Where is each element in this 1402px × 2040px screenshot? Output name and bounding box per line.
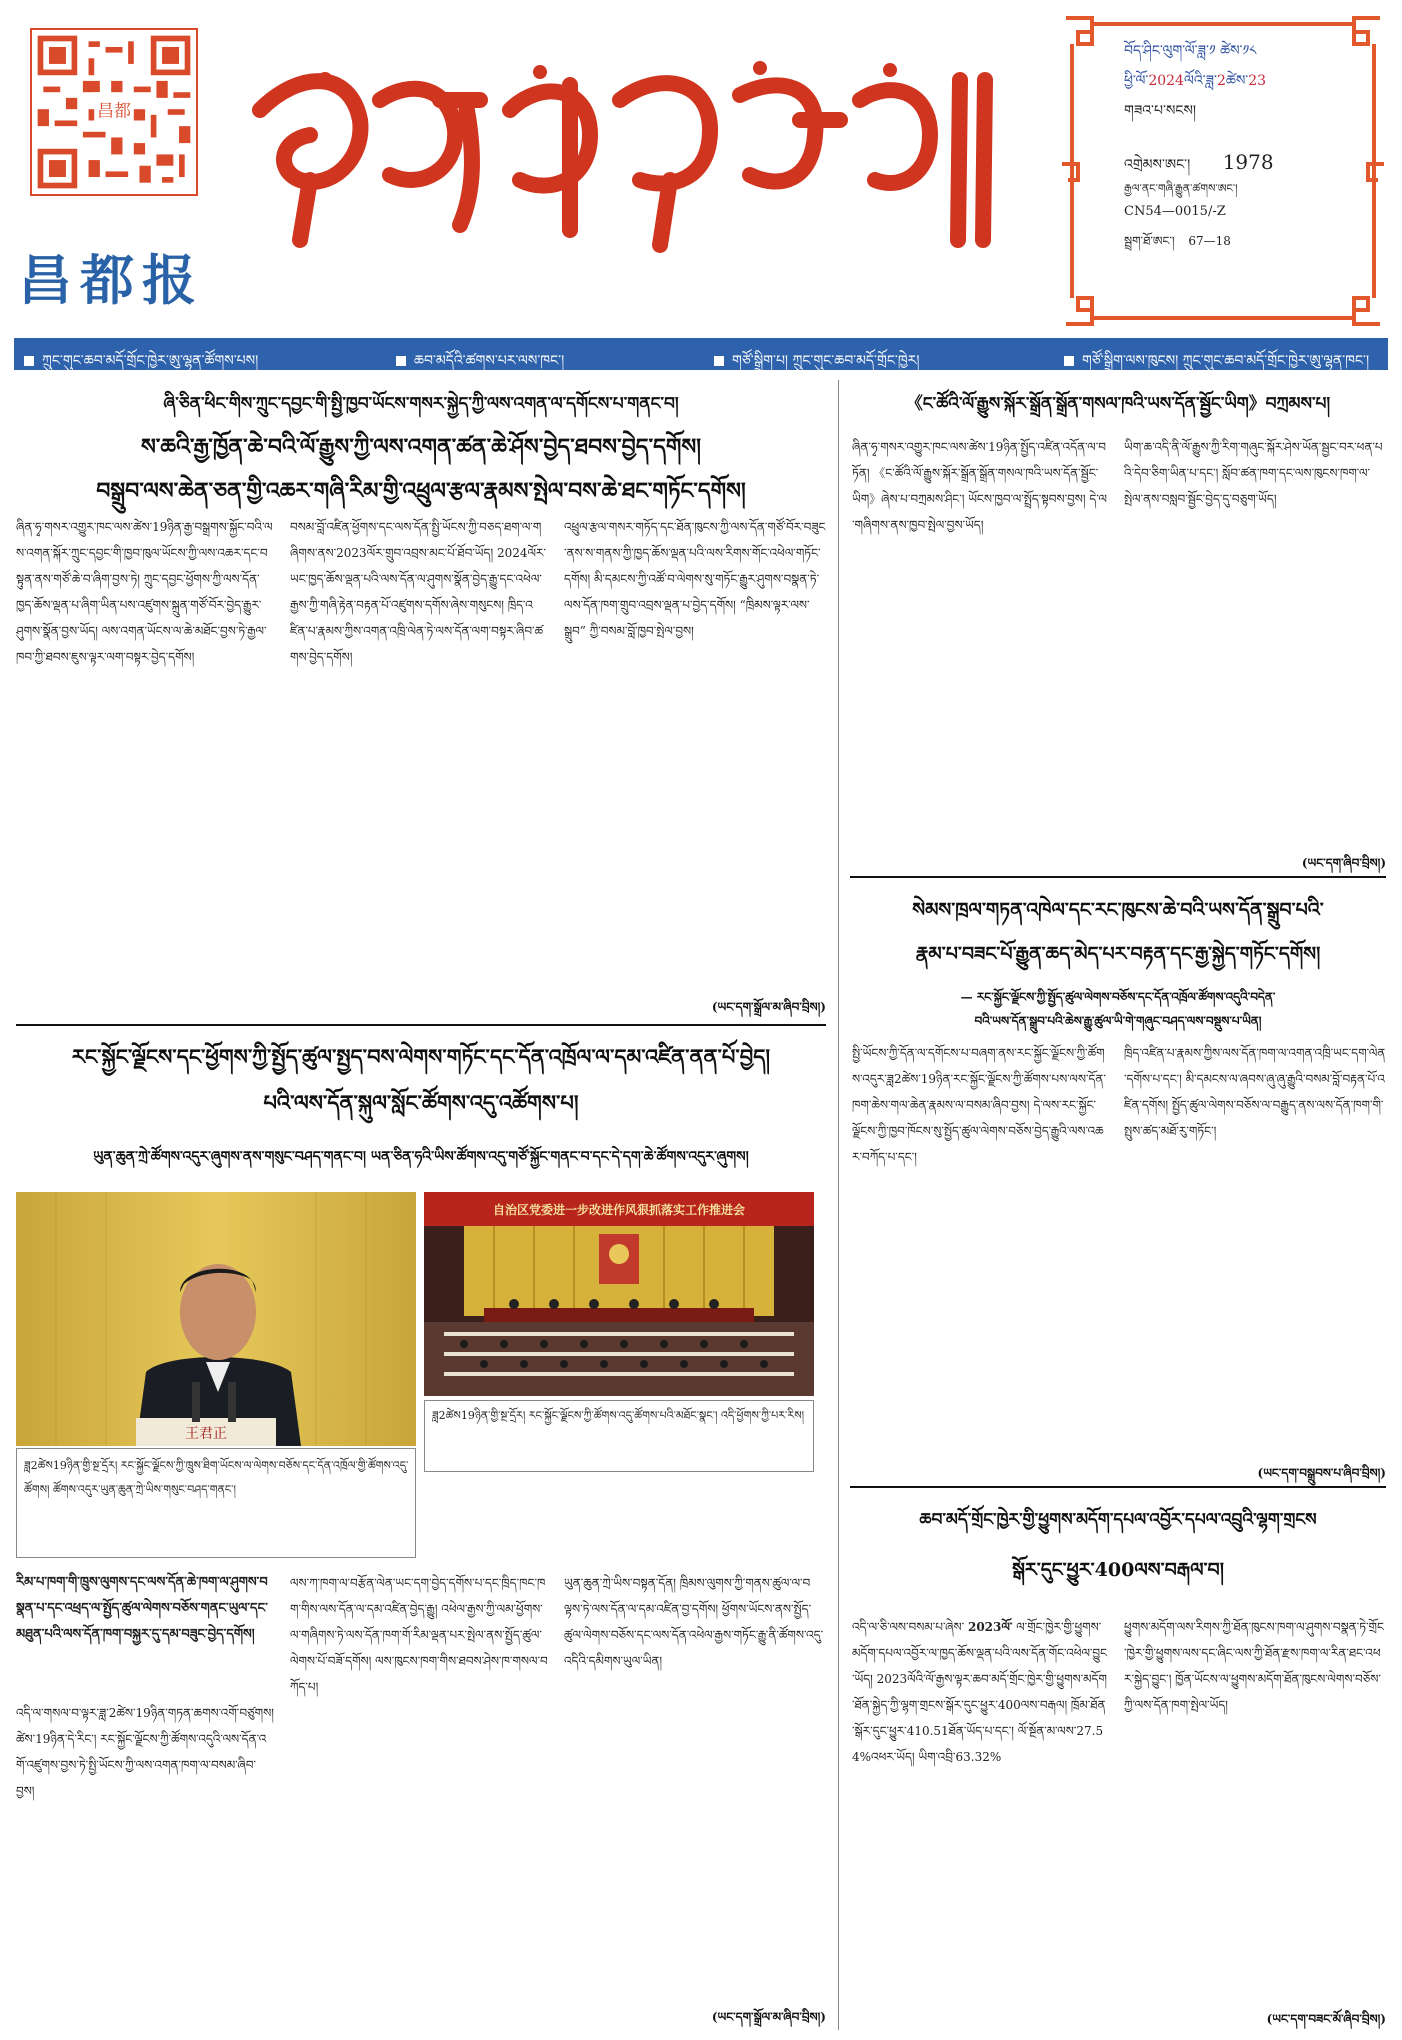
publisher-label-3: གཙོ་སྒྲིག་པ། ཀྲུང་གུང་ཆབ་མདོ་གྲོང་ཁྱེར། (732, 353, 920, 369)
cn-number: CN54—0015/-Z (1124, 204, 1226, 219)
date-prefix: ཕྱི་ལོ་ (1124, 73, 1149, 89)
right-rule-2 (850, 1486, 1386, 1488)
right3-column-1 (852, 1614, 1108, 2026)
lead-column-2: བསམ་བློ་འཛིན་ཕྱོགས་དང་ལས་དོན་སྤྱི་ཡོངས་ཀྱི་བཅད་ཐག་ལ་གཞིགས་ནས་2023ལོར་གྲུབ་འབྲས་མང་པོ་ཐོབ་ཡོད། 2024ལོར་ཡང་ཁྱད་ཆོས་ལྡན་པའི་ལས་དོན་ལ་ཤུགས་སྣོན་བྱེད་རྒྱུ་དང་འཕེལ་རྒྱས་ཀྱི་གཞི་རྟེན་བརྟན་པོ་འཛུགས་དགོས་ཞེས་གསུངས། ཁྲིད་འཛིན་པ་རྣམས་ཀྱིས་འགན་འཁྲི་ལེན་ཏེ་ལས་དོན་ལག་བསྟར་ཞིབ་ཚགས་བྱེད་དགོས། (290, 520, 546, 664)
publisher-label-2: ཆབ་མདོའི་ཚགས་པར་ལས་ཁང་། (414, 353, 565, 369)
date-info-box (1062, 14, 1384, 328)
square-bullet-icon (396, 356, 406, 366)
post-label: སྦྲག་ཐོ་ཨང་། (1124, 234, 1175, 248)
article2-title-line-1: རང་སྐྱོང་ལྗོངས་དང་ཕྱོགས་ཀྱི་སྤྱོད་ཚུལ་སྤྱད་བས་ལེགས་གཏོང་དང་དོན་འཁྲོལ་ལ་དམ་འཛིན་ནན་པོ་བྱེད། (71, 1044, 771, 1069)
lead-column-1: ཞིན་ཧྭ་གསར་འགྱུར་ཁང་ལས་ཚེས་19ཉིན་རྒྱ་བསྒྲགས་སྐྱོང་བའི་ལས་འགན་སྐོར་ཀྲུང་དབྱང་གི་ཁྱབ་ཁུལ་ཡོངས་ཀྱི་ལས་འཆར་དང་བསྟུན་ནས་གཙོ་ཆེ་བ་ཞིག་བྱས་ཏེ། ཀྲུང་དབྱང་ཕྱོགས་ཀྱི་ལས་དོན་ཁྱད་ཆོས་ལྡན་པ་ཞིག་ཡིན་པས་འཛུགས་སྐྲུན་གཙོ་བོར་བྱེད་རྒྱུར་ཤུགས་སྣོན་བྱས་ཡོད། ལས་འགན་ཡོངས་ལ་ཆེ་མཐོང་བྱས་ཏེ་རྒྱལ་ཁབ་ཀྱི་ཐབས་ཇུས་ལྟར་ལག་བསྟར་བྱེད་དགོས། (16, 520, 273, 664)
publisher-label-4: གཙོ་སྒྲིག་ལས་ཁུངས། ཀྲུང་གུང་ཆབ་མདོ་གྲོང་ཁྱེར་ཨུ་ལྷན་ཁང་། (1082, 353, 1370, 369)
lead-kicker: ཞི་ཅིན་ཕིང་གིས་ཀྲུང་དབྱང་གི་སྤྱི་ཁྱབ་ཡོངས་གསར་སྐྱེད་ཀྱི་ལས་འགན་ལ་དགོངས་པ་གནང་བ། (163, 394, 679, 414)
right3-year: 2023ལོ་ (967, 1620, 1013, 1634)
right1-column-1: ཞིན་ཧྭ་གསར་འགྱུར་ཁང་ལས་ཚེས་19ཉིན་སྤྱོད་འཛིན་འདོན་ལ་བཏོན། 《ང་ཚོའི་ལོ་རྒྱུས་སྐོར་སྒྲོན་སྒྲོན་གསལ་ཁའི་ཡས་དོན་སྦྱོང་ཡིག》ཞེས་པ་བཀྲམས་ཤིང་། ཡོངས་ཁྱབ་ལ་སྤྲོད་སྟབས་བྱས། དེ་ལ་གཞིགས་ནས་ཁྱབ་སྤེལ་བྱས་ཡོད། (852, 440, 1107, 532)
publisher-item-3 (714, 344, 920, 384)
logo-chinese: 昌都报 (18, 248, 204, 312)
lead-column-3: འཕྲུལ་རྩལ་གསར་གཏོད་དང་ཐོན་ཁུངས་ཀྱི་ལས་དོན་གཙོ་བོར་བཟུང་ནས་ས་གནས་ཀྱི་ཁྱད་ཆོས་ལྡན་པའི་ལས་རིགས་གོང་འཕེལ་གཏོང་དགོས། མི་དམངས་ཀྱི་འཚོ་བ་ལེགས་སུ་གཏོང་རྒྱུར་ཤུགས་བསྣན་ཏེ་ལས་དོན་ཁག་གྲུབ་འབྲས་ལྡན་པ་བྱེད་དགོས། “ཁྲིམས་ལྟར་ལས་སྒྲུབ” ཀྱི་བསམ་བློ་ཁྱབ་སྤེལ་བྱས། (564, 520, 826, 638)
right2-subtitle-1: — རང་སྐྱོང་ལྗོངས་ཀྱི་སྤྱོད་ཚུལ་ལེགས་བཅོས་དང་དོན་འཁྲོལ་ཚོགས་འདུའི་བདེན་ (960, 990, 1276, 1004)
meeting-hall-photo-icon (424, 1192, 814, 1396)
right3-title-line-1: ཆབ་མདོ་གྲོང་ཁྱེར་གྱི་ཕྱུགས་མདོག་དཔལ་འབྱོར་དཔལ་འབྲུའི་ལྷག་གྲངས (919, 1510, 1317, 1530)
article2-title-line-2: པའི་ལས་དོན་སྐུལ་སློང་ཚོགས་འདུ་འཚོགས་པ། (263, 1090, 579, 1115)
photo-caption-1: ཟླ2ཚེས19ཉིན་གྱི་སྔ་དྲོར། རང་སྐྱོང་ལྗོངས་ཀྱི་ཁྲུས་ཐིག་ཡོངས་ལ་ལེགས་བཅོས་དང་དོན་འཁྲོལ་གྱི་ཚོགས་འདུ་ཚོགས། ཚོགས་འདུར་ཡུན་ཆུན་ཀྲེ་ཡིས་གསུང་བཤད་གནང་། (24, 1459, 409, 1496)
publisher-item-2 (396, 344, 564, 384)
speaker-photo-icon (16, 1192, 416, 1446)
publisher-item-1 (24, 344, 258, 384)
publisher-label-1: ཀྲུང་གུང་ཆབ་མདོ་གྲོང་ཁྱེར་ཨུ་ལྷན་ཚོགས་པས། (42, 353, 259, 369)
cn-label: རྒྱལ་ནང་གཞི་རྒྱུན་ཚགས་ཨང་། (1124, 182, 1238, 195)
date-day: 23 (1248, 73, 1267, 89)
right2-subtitle-2: བའི་ཡས་དོན་སྒྲུབ་པའི་ཆེས་རྒྱུ་ཚུལ་ཡི་གེ་གཞུང་བཤད་ལས་བསྡུས་པ་ཡིན། (974, 1014, 1262, 1028)
article2-column-2: ལས་ཀ་ཁག་ལ་བརྩོན་ལེན་ཡང་དག་བྱེད་དགོས་པ་དང་ཁྲིད་ཁང་ཁག་གིས་ལས་དོན་ལ་དམ་འཛིན་བྱེད་རྒྱུ། འཕེལ་རྒྱས་ཀྱི་ལམ་ཕྱོགས་ལ་གཞིགས་ཏེ་ལས་དོན་ཁག་གོ་རིམ་ལྡན་པར་སྤེལ་ནས་སྤྱོད་ཚུལ་ལེགས་པོ་བཟོ་དགོས། ལས་ཁུངས་ཁག་གིས་ཐབས་ཤེས་ཁ་གསལ་བཀོད་པ། (290, 1576, 548, 1694)
masthead-calligraphy-icon (240, 40, 1020, 270)
right2-column-1: སྤྱི་ཡོངས་ཀྱི་དོན་ལ་དགོངས་པ་བཞག་ནས་རང་སྐྱོང་ལྗོངས་ཀྱི་ཚོགས་འདུར་ཟླ2ཚེས་19ཉིན་རང་སྐྱོང་ལྗོངས་ཀྱི་ཚོགས་པས་ལས་དོན་ཁག་ཆེས་གལ་ཆེན་རྣམས་ལ་བསམ་ཞིབ་བྱས། དེ་ལས་རང་སྐྱོང་ལྗོངས་ཀྱི་ཁྱབ་ཁོངས་སུ་སྤྱོད་ཚུལ་ལེགས་བཅོས་བྱེད་རྒྱུའི་ལས་འཆར་བཀོད་པ་དང་། (852, 1046, 1106, 1164)
right2-byline: (ཡང་དག་བསྒྲུབས་པ་ཞིབ་བྲིས།) (1257, 1466, 1386, 1480)
date-post: ཚེས་ (1225, 73, 1249, 89)
date-month: 2 (1216, 73, 1226, 89)
right3-body: ལ་གྲོང་ཁྱེར་གྱི་ཕྱུགས་མདོག་དཔལ་འབྱོར་ལ་ཁྱད་ཆོས་ལྡན་པའི་ལས་དོན་གོང་འཕེལ་བྱུང་ཡོད། 2023ལོའི་ལོ་རྒྱས་ལྟར་ཆབ་མདོ་གྲོང་ཁྱེར་གྱི་ཕྱུགས་མདོག་ཐོན་སྐྱེད་ཀྱི་ལྷག་གྲངས་སྒོར་དུང་ཕྱུར་400ལས་བརྒལ། ཁྲོམ་ཐོན་སྒོར་དུང་ཕྱུར་410.51ཐོན་ཡོད་པ་དང་། ལོ་སྔོན་མ་ལས་27.54%འཕར་ཡོད། ཡིག་འབྲི་63.32% (852, 1620, 1108, 1764)
right1-column-2: ཡིག་ཆ་འདི་ནི་ལོ་རྒྱུས་ཀྱི་རིག་གཞུང་སྐོར་ཤེས་ཡོན་སྦྱང་བར་ཕན་པའི་དེབ་ཅིག་ཡིན་པ་དང་། སློབ་ཚན་ཁག་དང་ལས་ཁུངས་ཁག་ལ་སྤེལ་ནས་བསླབ་སྦྱོང་བྱེད་དུ་བཅུག་ཡོད། (1124, 440, 1383, 506)
svg-text:昌都: 昌都 (97, 100, 131, 121)
photo-caption-2: ཟླ2ཚེས19ཉིན་གྱི་སྔ་དྲོར། རང་སྐྱོང་ལྗོངས་ཀྱི་ཚོགས་འདུ་ཚོགས་པའི་མཐོང་སྣང་། འདི་ཕྱོགས་ཀྱི་པར་རིས། (432, 1409, 805, 1422)
right2-column-2: ཁྲིད་འཛིན་པ་རྣམས་ཀྱིས་ལས་དོན་ཁག་ལ་འགན་འཁྲི་ཡང་དག་ལེན་དགོས་པ་དང་། མི་དམངས་ལ་ཞབས་ཞུ་ཞུ་རྒྱུའི་བསམ་བློ་བརྟན་པོ་འཛིན་དགོས། སྤྱོད་ཚུལ་ལེགས་བཅོས་ལ་བརྒྱུད་ནས་ལས་དོན་ཁག་གི་སྤུས་ཚད་མཐོ་རུ་གཏོང་། (1124, 1046, 1386, 1138)
right3-lead-phrase: འདི་ལ་ཅི་ལས་བསམ་པ་ཞེས་ (852, 1620, 965, 1634)
right-rule-1 (850, 876, 1386, 878)
right3-title-line-2: སྒོར་དུང་ཕྱུར་400ལས་བརྒལ་བ། (1012, 1559, 1224, 1581)
article2-subtitle: ཡུན་ཆུན་ཀྲེ་ཚོགས་འདུར་ཞུགས་ནས་གསུང་བཤད་གནང་བ། ཡན་ཅིན་ཧའི་ཡིས་ཚོགས་འདུ་གཙོ་སྐྱོང་གནང་བ་དང་དེ་དག་ཆེ་ཚོགས་འདུར་ཞུགས། (93, 1149, 749, 1165)
post-number: 67—18 (1188, 234, 1231, 248)
article2-column-3: ཡུན་ཆུན་ཀྲེ་ཡིས་བསྟན་དོན། ཁྲིམས་ལུགས་ཀྱི་གནས་ཚུལ་ལ་བལྟས་ཏེ་ལས་དོན་ལ་དམ་འཛིན་བྱ་དགོས། ཕྱོགས་ཡོངས་ནས་སྤྱོད་ཚུལ་ལེགས་བཅོས་དང་ལས་དོན་འཕེལ་རྒྱས་གཏོང་རྒྱུ་ནི་ཚོགས་འདུ་འདིའི་དམིགས་ཡུལ་ཡིན། (564, 1576, 824, 1668)
article2-byline: (ཡང་དག་སྒྲོལ་མ་ཞིབ་བྲིས།) (711, 2010, 826, 2024)
right1-byline: (ཡང་དག་ཞིབ་བྲིས།) (1301, 856, 1386, 870)
issue-label: འགྲེམས་ཨང་། (1124, 157, 1191, 173)
right3-column-2: ཕྱུགས་མདོག་ལས་རིགས་ཀྱི་ཐོན་ཁུངས་ཁག་ལ་ཤུགས་བསྣན་ཏེ་གྲོང་ཁྱེར་གྱི་ཕྱུགས་ལས་དང་ཞིང་ལས་ཀྱི་ཐོན་རྫས་ཁག་ལ་རིན་ཐང་འཕར་སྐྱེད་བྱུང་། ཁྱོན་ཡོངས་ལ་ཕྱུགས་མདོག་ཐོན་ཁུངས་ལེགས་བཅོས་ཀྱི་ལས་དོན་ཁག་སྤེལ་ཡོད། (1124, 1620, 1384, 1712)
article2-column-1-lead: རིམ་པ་ཁག་གི་ཁྲུས་ལུགས་དང་ལས་དོན་ཆེ་ཁག་ལ་ཤུགས་བསྣན་པ་དང་འཕྲད་ལ་སྤྱོད་ཚུལ་ལེགས་བཅོས་གནང་ཡུལ་དང་མཐུན་པའི་ལས་དོན་ཁག་བསྐྱར་དུ་དམ་བཟུང་བྱེད་དགོས། (16, 1575, 268, 1642)
column-divider (838, 380, 839, 2030)
post-row (1124, 228, 1231, 262)
issue-number: 1978 (1222, 150, 1274, 174)
meeting-banner: 自治区党委进一步改进作风狠抓落实工作推进会 (492, 1203, 746, 1217)
square-bullet-icon (24, 356, 34, 366)
section-rule (16, 1024, 826, 1026)
square-bullet-icon (1064, 356, 1074, 366)
square-bullet-icon (714, 356, 724, 366)
publisher-item-4 (1064, 344, 1369, 384)
qr-code-icon (32, 30, 196, 194)
date-year: 2024 (1148, 73, 1184, 89)
date-mid: ལོའི་ཟླ་ (1183, 73, 1217, 89)
speaker-nameplate: 王君正 (185, 1426, 227, 1442)
article2-column-1: འདི་ལ་གསལ་བ་ལྟར་ཟླ་2ཚེས་19ཉིན་གཏན་ཆགས་འགོ་བཙུགས། ཚེས་19ཉིན་དེ་རིང་། རང་སྐྱོང་ལྗོངས་ཀྱི་ཚོགས་འདུའི་ལས་དོན་འགོ་འཛུགས་བྱས་ཏེ་སྤྱི་ཡོངས་ཀྱི་ལས་འགན་ཁག་ལ་བསམ་ཞིབ་བྱས། (16, 1706, 274, 1798)
masthead-logo (240, 40, 1020, 270)
lead-title-line-1: ས་ཆའི་རྒྱ་ཁྱོན་ཆེ་བའི་ལོ་རྒྱུས་ཀྱི་ལས་འགན་ཚན་ཆེ་ཤོས་བྱེད་ཐབས་བྱེད་དགོས། (140, 434, 702, 460)
lead-byline: (ཡང་དག་སྒྲོལ་མ་ཞིབ་བྲིས།) (711, 1000, 826, 1014)
publisher-bar (14, 338, 1388, 370)
photo-speaker (16, 1192, 416, 1446)
weekday: གཟའ་པ་སངས། (1124, 103, 1197, 119)
right2-title-line-2: རྣམ་པ་བཟང་པོ་རྒྱུན་ཆད་མེད་པར་བརྟན་དང་རྒྱ་སྐྱེད་གཏོང་དགོས། (915, 943, 1321, 965)
right1-title: 《ང་ཚོའི་ལོ་རྒྱུས་སྐོར་སྒྲོན་སྒྲོན་གསལ་ཁའི་ཡས་དོན་སྦྱོང་ཡིག》བཀྲམས་པ། (905, 394, 1331, 414)
right3-byline: (ཡང་དག་བཟང་མོ་ཞིབ་བྲིས།) (1266, 2012, 1386, 2026)
lead-title-line-2: བསྒྲུབ་ལས་ཆེན་ཅན་གྱི་འཆར་གཞི་རིམ་གྱི་འཕྲུལ་རྩལ་རྣམས་སྤེལ་བས་ཆེ་ཐང་གཏོང་དགོས། (96, 478, 746, 504)
photo-meeting-hall (424, 1192, 814, 1396)
right2-title-line-1: སེམས་ཁྲལ་གཏན་འཁེལ་དང་རང་ཁུངས་ཆེ་བའི་ཡས་དོན་སྒྲུབ་པའི་ (912, 899, 1324, 921)
qr-code (30, 28, 198, 196)
tibetan-date: བོད་ཤིང་ལུག་ལོ་ཟླ་༡ ཚེས་༡༨ (1124, 43, 1257, 59)
